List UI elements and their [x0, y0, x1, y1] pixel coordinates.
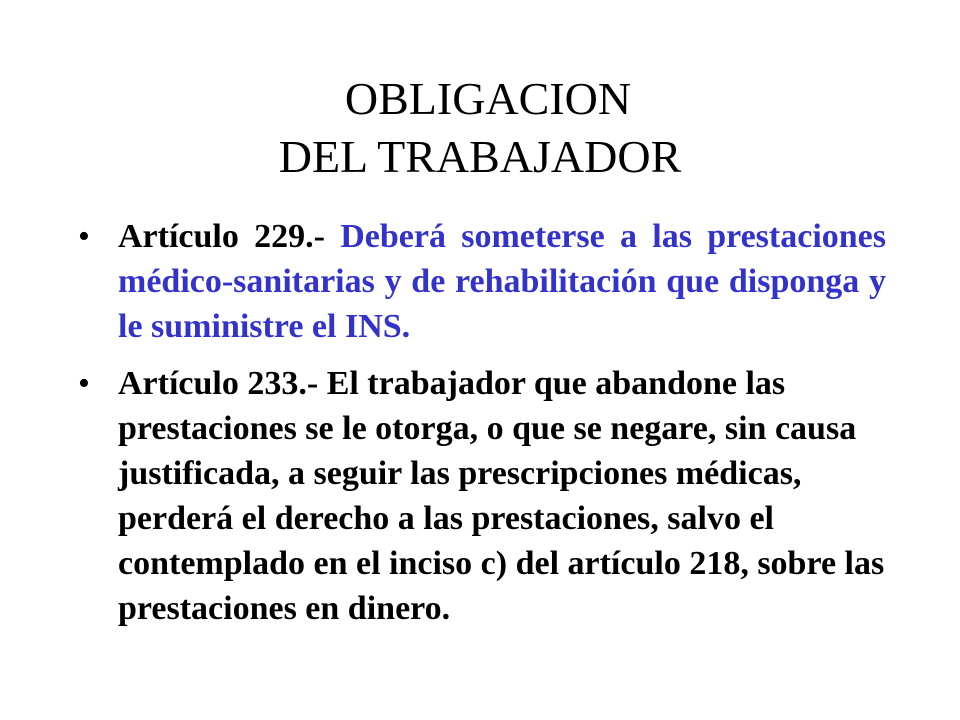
bullet-marker: •	[78, 365, 90, 402]
article-label: Artículo 229.-	[118, 218, 341, 255]
bullet-list	[78, 214, 886, 631]
bullet-article-229	[78, 214, 886, 349]
article-text-highlighted: Deberá someterse a las prestaciones médico-sanitarias y de rehabilitación que disponga y le suministre el INS.	[118, 218, 887, 345]
bullet-article-233	[78, 361, 886, 631]
title-line-2: DEL TRABAJADOR	[278, 131, 682, 182]
title-line-1: OBLIGACION	[344, 73, 632, 124]
article-text: El trabajador que abandone las prestaciones se le otorga, o que se negare, sin causa justificada, a seguir las prescripciones médicas, perderá el derecho a las prestaciones, salvo el contemplado en el inciso c) del artículo 218, sobre las prestaciones en dinero.	[118, 365, 885, 627]
bullet-marker: •	[78, 218, 90, 255]
slide-title	[180, 70, 780, 186]
article-label: Artículo 233.-	[118, 365, 327, 402]
